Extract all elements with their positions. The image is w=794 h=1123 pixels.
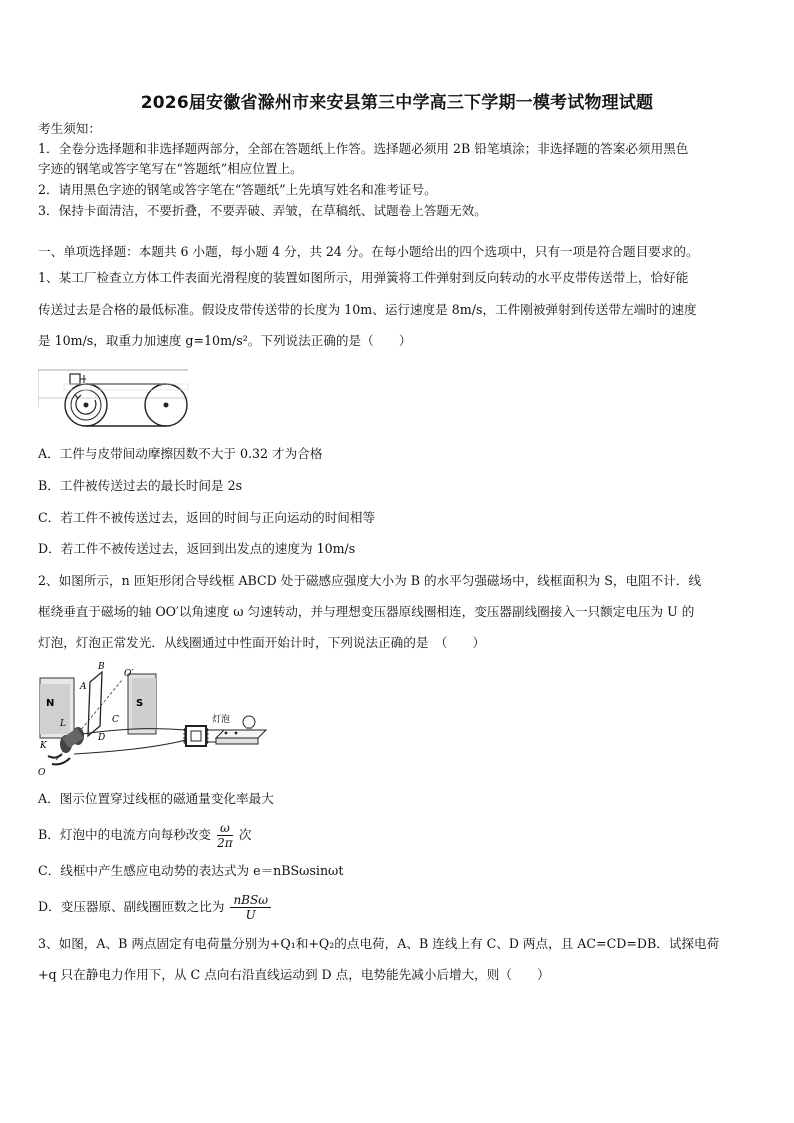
fig-label-A: A [80, 682, 87, 692]
q1-option-c: C．若工件不被传送过去，返回的时间与正向运动的时间相等 [38, 510, 376, 525]
q2-stem-line-1: 2、如图所示，n 匝矩形闭合导线框 ABCD 处于磁感应强度大小为 B 的水平匀强磁场中，线框面积为 S，电阻不计．线 [38, 573, 702, 588]
q1-option-d: D．若工件不被传送过去，返回到出发点的速度为 10m/s [38, 541, 356, 556]
fig-label-B: B [98, 662, 105, 672]
q2-option-d-numerator: nBSω [230, 893, 271, 908]
notice-item-2: 2．请用黑色字迹的钢笔或答字笔在“答题纸”上先填写姓名和准考证号。 [38, 182, 437, 197]
fig-label-S: S [136, 698, 144, 709]
fig-label-O: O [38, 768, 46, 778]
q2-option-d-fraction [230, 893, 271, 922]
conveyor-belt-figure [38, 362, 198, 430]
q3-stem-line-2: +q 只在静电力作用下，从 C 点向右沿直线运动到 D 点，电势能先减小后增大，则（ ） [38, 967, 550, 982]
section-heading: 一、单项选择题：本题共 6 小题，每小题 4 分，共 24 分。在每小题给出的四个选项中，只有一项是符合题目要求的。 [38, 244, 699, 259]
fig-label-N: N [46, 698, 55, 709]
notice-item-3: 3．保持卡面清洁，不要折叠，不要弄破、弄皱，在草稿纸、试题卷上答题无效。 [38, 203, 487, 218]
q2-stem-line-2: 框绕垂直于磁场的轴 OO′以角速度 ω 匀速转动，并与理想变压器原线圈相连，变压器副线圈接入一只额定电压为 U 的 [38, 604, 695, 619]
q1-stem-line-1: 1、某工厂检查立方体工件表面光滑程度的装置如图所示，用弹簧将工件弹射到反向转动的水平皮带传送带上，恰好能 [38, 270, 689, 285]
q2-option-b-prefix: B．灯泡中的电流方向每秒改变 [38, 827, 211, 842]
fig-label-O-prime: O′ [124, 669, 134, 679]
q3-stem-line-1: 3、如图，A、B 两点固定有电荷量分别为+Q₁和+Q₂的点电荷，A、B 连线上有 C、D 两点，且 AC=CD=DB．试探电荷 [38, 936, 720, 951]
q2-option-b-suffix: 次 [238, 827, 252, 842]
q2-option-b-fraction [217, 821, 233, 850]
fig-label-C: C [112, 715, 119, 725]
q2-option-c: C．线框中产生感应电动势的表达式为 e＝nBSωsinωt [38, 863, 344, 878]
q2-option-b-numerator: ω [217, 821, 233, 836]
notice-item-1-line-2: 字迹的钢笔或答字笔写在“答题纸”相应位置上。 [38, 161, 303, 176]
page-title: 2026届安徽省滁州市来安县第三中学高三下学期一模考试物理试题 [140, 93, 654, 113]
q1-option-b: B．工件被传送过去的最长时间是 2s [38, 478, 243, 493]
fig-label-D: D [98, 733, 106, 743]
q2-option-b [38, 820, 251, 850]
fig-label-L: L [60, 719, 66, 729]
generator-transformer-figure [36, 660, 272, 780]
q2-option-d-prefix: D．变压器原、副线圈匝数之比为 [38, 899, 225, 914]
q1-stem-line-2: 传送过去是合格的最低标准。假设皮带传送带的长度为 10m、运行速度是 8m/s，工件刚被弹射到传送带左端时的速度 [38, 302, 697, 317]
q2-option-d-denominator: U [245, 908, 256, 922]
q2-option-a: A．图示位置穿过线框的磁通量变化率最大 [38, 791, 274, 806]
q2-option-b-denominator: 2π [217, 836, 233, 850]
fig-label-bulb: 灯泡 [212, 715, 231, 725]
q1-option-a: A．工件与皮带间动摩擦因数不大于 0.32 才为合格 [38, 446, 323, 461]
notice-heading: 考生须知： [38, 121, 101, 136]
q2-option-d [38, 890, 273, 924]
fig-label-K: K [40, 741, 47, 751]
notice-item-1-line-1: 1．全卷分选择题和非选择题两部分，全部在答题纸上作答。选择题必须用 2B 铅笔填涂；非选择题的答案必须用黑色 [38, 141, 689, 156]
q2-stem-line-3: 灯泡，灯泡正常发光．从线圈通过中性面开始计时，下列说法正确的是 （ ） [38, 635, 486, 650]
q1-stem-line-3: 是 10m/s，取重力加速度 g=10m/s²。下列说法正确的是（ ） [38, 333, 412, 348]
